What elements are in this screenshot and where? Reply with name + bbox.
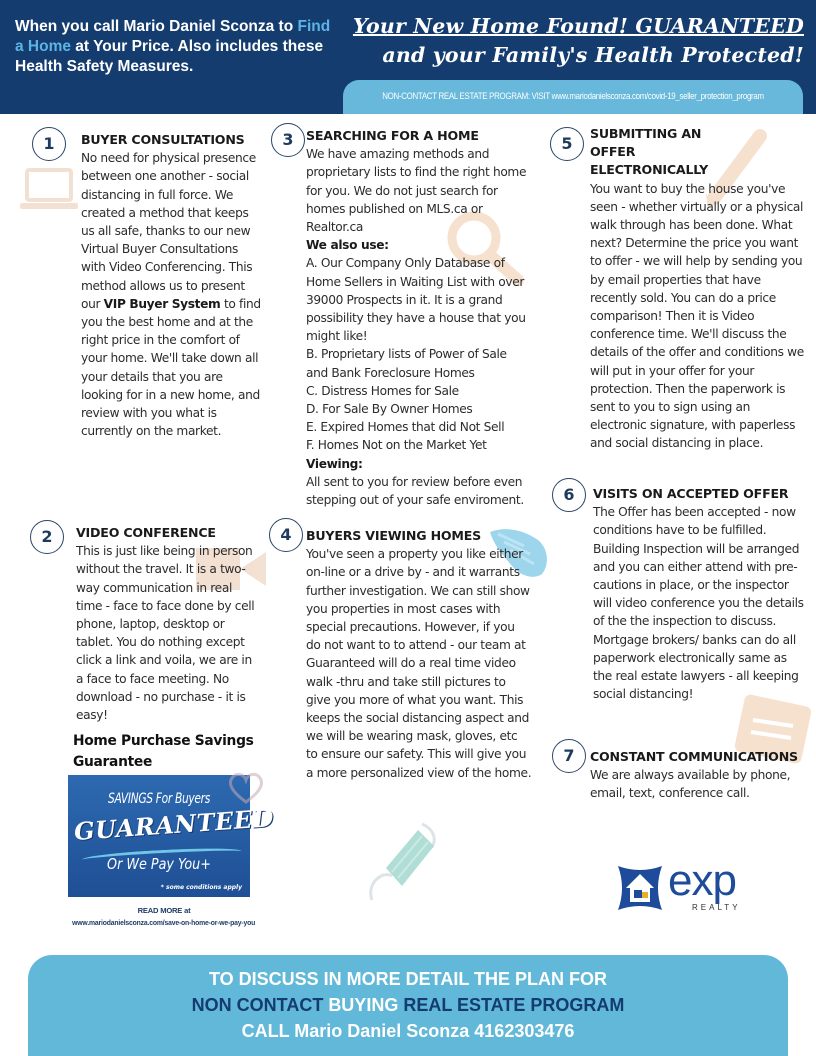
section-text: No need for physical presence between one another - social distancing in full force. We created a method that keeps us all safe, thanks to our new Virtual Buyer Consultations with Video Conferencing. This method allows us to present our <box>81 151 256 311</box>
read-more-label: READ MORE at <box>137 906 191 915</box>
promo-note: * some conditions apply <box>160 884 242 891</box>
section-title: CONSTANT COMMUNICATIONS <box>590 749 798 764</box>
section-title: VIDEO CONFERENCE <box>76 525 216 540</box>
section-searching-for-a-home <box>306 127 528 509</box>
contact-banner <box>28 955 788 1056</box>
footer-buying: BUYING <box>328 995 399 1015</box>
read-more[interactable] <box>50 905 278 929</box>
section-constant-communications <box>590 748 810 803</box>
section-body: You want to buy the house you've seen - whether virtually or a physical walk through has been done. What next? Determine the price you want to offer - we will help by sending you by email properties that have recently sold. You can do a price comparison! Then it is Video conference time. We'll discuss the details of the offer and conditions we will put in your offer for your protection. Then the paperwork is sent to you to sign using an electronic signature, with paperless and social distancing in place. <box>590 181 804 451</box>
intro-text-start: When you call Mario Daniel Sconza to <box>15 18 298 35</box>
step-number-3: 3 <box>271 123 305 157</box>
section-body: We are always available by phone, email, text, conference call. <box>590 768 791 801</box>
section-title: SUBMITTING AN OFFER ELECTRONICALLY <box>590 126 709 178</box>
slogan-line-1: Your New Home Found! GUARANTEED <box>352 14 804 38</box>
intro-highlight: Find a Home <box>15 18 331 55</box>
intro-text <box>15 17 335 77</box>
also-use-label: We also use: <box>306 238 389 253</box>
list-item: B. Proprietary lists of Power of Sale and Bank Foreclosure Homes <box>306 347 507 380</box>
intro-text-end: at Your Price. Also includes these Health Safety Measures. <box>15 38 324 75</box>
section-title: VISITS ON ACCEPTED OFFER <box>593 486 789 501</box>
section-body <box>81 149 261 440</box>
heart-icon <box>226 770 266 806</box>
section-title: SEARCHING FOR A HOME <box>306 128 479 143</box>
footer-line-1: TO DISCUSS IN MORE DETAIL THE PLAN FOR <box>208 969 608 989</box>
footer-non-contact: NON CONTACT <box>191 995 329 1015</box>
section-text: to find you the best home and at the right price in the comfort of your home. We'll take down all your details that you are looking for in a new home, and review with you what is currently on the market. <box>81 296 261 439</box>
section-buyers-viewing-homes <box>306 527 532 782</box>
section-title: BUYER CONSULTATIONS <box>81 132 245 147</box>
program-url-text[interactable]: NON-CONTACT REAL ESTATE PROGRAM: VISIT www.mariodanielsconza.com/covid-19_seller_protection_program <box>382 91 764 101</box>
footer-call-line[interactable]: CALL Mario Daniel Sconza 4162303476 <box>241 1021 575 1041</box>
list-item: E. Expired Homes that did Not Sell <box>306 420 505 435</box>
program-url-banner[interactable] <box>343 80 803 114</box>
section-submitting-an-offer <box>590 125 806 453</box>
list-item: A. Our Company Only Database of Home Sellers in Waiting List with over 39000 Prospects in it. It is a grand possibility they have a house that you might like! <box>306 256 526 344</box>
list-item: D. For Sale By Owner Homes <box>306 402 473 417</box>
laptop-icon <box>20 168 78 212</box>
header-banner <box>0 0 816 114</box>
list-item: C. Distress Homes for Sale <box>306 383 459 398</box>
slogan-line-2: and your Family's Health Protected! <box>382 43 804 67</box>
logo-text: exp <box>668 856 736 905</box>
step-number-4: 4 <box>269 518 303 552</box>
section-body: The Offer has been accepted - now conditions have to be fulfilled. Building Inspection will be arranged and you can either attend with pre-cautions in place, or the inspector will video conference you the details of the the inspection to discuss. Mortgage brokers/ banks can do all paperwork electronically same as the real estate lawyers - all keeping social distancing! <box>593 505 804 702</box>
promo-line-3: Or We Pay You+ <box>107 855 211 873</box>
promo-line-1: SAVINGS For Buyers <box>108 791 210 807</box>
slogan <box>334 12 804 70</box>
promo-line-2: GUARANTEED <box>73 803 275 847</box>
read-more-link[interactable]: www.mariodanielsconza.com/save-on-home-or-we-pay-you <box>72 918 256 927</box>
savings-guarantee-banner[interactable] <box>68 775 275 897</box>
exp-realty-logo <box>614 856 774 914</box>
section-video-conference <box>76 524 256 724</box>
list-item: F. Homes Not on the Market Yet <box>306 438 487 453</box>
step-number-6: 6 <box>552 478 586 512</box>
step-number-1: 1 <box>32 127 66 161</box>
section-body: We have amazing methods and proprietary lists to find the right home for you. We do not just search for homes published on MLS.ca or Realtor.ca <box>306 147 527 235</box>
viewing-text: All sent to you for review before even stepping out of your safe enviroment. <box>306 474 524 508</box>
step-number-5: 5 <box>550 127 584 161</box>
section-buyer-consultations <box>81 131 261 440</box>
guarantee-heading: Home Purchase Savings Guarantee <box>73 733 254 770</box>
section-body: You've seen a property you like either on-line or a drive by - and it warrants further investigation. We can still show you properties in most cases with special precautions. However, if you do not want to to attend - our team at Guaranteed will do a real time video walk -thru and take still pictures to give you more of what you want. This keeps the social distancing aspect and we will be wearing mask, gloves, etc to ensure our safety. This will give you a more personalized view of the home. <box>306 547 532 780</box>
section-visits-on-accepted-offer <box>593 485 805 703</box>
section-title: BUYERS VIEWING HOMES <box>306 528 482 543</box>
section-bold-text: VIP Buyer System <box>103 296 221 311</box>
logo-sub: REALTY <box>692 903 741 912</box>
footer-line-2 <box>28 992 788 1018</box>
mask-icon <box>362 820 448 910</box>
step-number-2: 2 <box>30 520 64 554</box>
viewing-label: Viewing: <box>306 456 363 471</box>
step-number-7: 7 <box>552 739 586 773</box>
section-body: This is just like being in person without the travel. It is a two-way communication in real time - face to face done by cell phone, laptop, desktop or tablet. You do nothing except click a link and voila, we are in a face to face meeting. No download - no purchase - it is easy! <box>76 544 255 723</box>
footer-program: REAL ESTATE PROGRAM <box>398 995 625 1015</box>
